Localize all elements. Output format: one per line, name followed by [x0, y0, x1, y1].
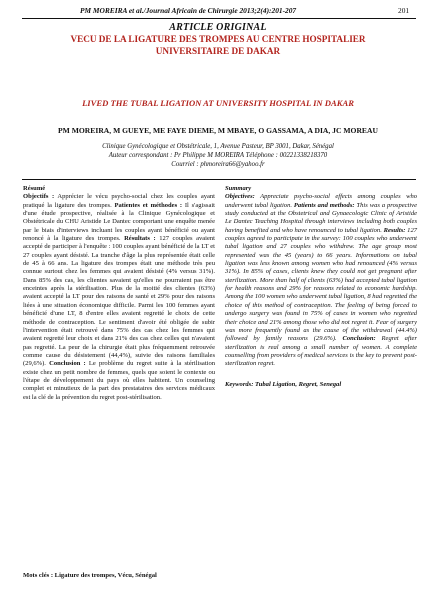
summary-body — [225, 193, 417, 368]
objectifs-text: Apprécier le vécu psycho-social chez les couples ayant pratiqué la ligature des trompes. — [23, 193, 215, 209]
header-divider — [22, 18, 416, 19]
summary-conclusion-text: Regret after sterilization is real among a small number of women. A complete counselling from providers of medical services is the key to prevent post-sterilization regret. — [225, 335, 417, 368]
english-title: LIVED THE TUBAL LIGATION AT UNIVERSITY HOSPITAL IN DAKAR — [82, 98, 354, 108]
methods-text: This was a prospective study conducted at the Obstetrical and Gynaecologic Clinic of Aristide Le Dantec Teaching Hospital through interviews including both couples having benefited and who have renounced to tubal ligation. — [225, 201, 417, 234]
abstract-divider — [22, 179, 416, 180]
english-abstract — [225, 185, 417, 389]
author-list: PM MOREIRA, M GUEYE, ME FAYE DIEME, M MBAYE, O GASSAMA, A DIA, JC MOREAU — [58, 126, 378, 135]
objectifs-label: Objectifs : — [23, 193, 55, 201]
summary-conclusion-label: Conclusion: — [342, 335, 376, 343]
article-type: ARTICLE ORIGINAL — [169, 22, 267, 33]
resultats-label: Résultats : — [124, 235, 156, 243]
methodes-label: Patientes et méthodes : — [114, 201, 183, 209]
french-title: VECU DE LA LIGATURE DES TROMPES AU CENTRE HOSPITALIER UNIVERSITAIRE DE DAKAR — [70, 34, 366, 56]
results-label: Results: — [383, 226, 406, 234]
results-text: 127 couples agreed to participate in the survey: 100 couples who underwent tubal ligation and 27 couples who withdrew. The age group most represented was the 45 (years) to 66 years. Informations on tubal ligation was less known among women who had renounced (4% versus 31%). In 85% of cases, clients knew they could not get pregnant after sterilization. More than half of clients (63%) had accepted tubal ligation for health reasons and 29% for reasons related to economic hardship. Among the 100 women who underwent tubal ligation, 8 had regretted the choice of this method of contraception. The feeling of being forced to undergo surgery was found in 75% of cases in women who regretted their choice and 21% among those who did not regret it. Fear of surgery was more frequently found as the cause of the withdrawal (44.4%) followed by family reasons (29.6%). — [225, 226, 417, 343]
english-keywords: Keywords: Tubal Ligation, Regret, Senegal — [225, 380, 342, 388]
objectives-text: Appreciate psycho-social effects among couples who underwent tubal ligation. — [225, 193, 417, 209]
corresponding-author: Auteur correspondant : Pr Philippe M MOREIRA Téléphone : 00221338218370 — [108, 152, 328, 159]
summary-heading: Summary — [225, 185, 252, 192]
objectives-label: Objectives: — [225, 193, 255, 201]
methods-label: Patients and methods: — [293, 201, 355, 209]
methodes-text: Il s'agissait d'une étude prospective, réalisée à la Clinique Gynécologique et Obstétricale du CHU Aristide Le Dantec comportant une enquête menée par le biais d'interviews incluant les couples ayant bénéficié ou ayant renoncé à la ligature des trompes. — [23, 201, 215, 243]
french-abstract — [23, 185, 215, 402]
french-keywords: Mots clés : Ligature des trompes, Vécu, Sénégal — [23, 572, 157, 579]
resume-body — [23, 193, 215, 402]
resume-heading: Résumé — [23, 185, 46, 192]
running-head: PM MOREIRA et al./Journal Africain de Chirurgie 2013;2(4):201-207 — [80, 6, 297, 15]
conclusion-label: Conclusion : — [49, 360, 86, 368]
resultats-text: 127 couples avaient accepté de participer à l'enquête : 100 couples ayant bénéficié de la LT et 27 couples ayant désisté. La tranche d'âge la plus représentée était celle de 45 à 66 ans. La ligature des trompes était une méthode très peu connue surtout chez les femmes qui avaient désisté (4% versus 31%). Dans 85% des cas, les clientes savaient qu'elles ne pourraient pas être enceintes après la stérilisation. Plus de la moitié des clientes (63%) avaient accepté la LT pour des raisons de santé et 29% pour des raisons liées à une situation économique difficile. Parmi les 100 femmes ayant bénéficié d'une LT, 8 d'entre elles avaient regretté le choix de cette méthode de contraception. Le sentiment d'avoir été obligée de subir l'intervention était retrouvé dans 75% des cas chez les femmes qui avaient regretté leur choix et dans 21% des cas chez celles qui n'avaient pas regretté. La peur de la chirurgie était plus fréquemment retrouvée comme cause du désistement (44,4%), suivie des raisons familiales (29,6%). — [23, 235, 216, 368]
author-email: Courriel : phmoreira66@yahoo.fr — [171, 161, 265, 168]
conclusion-text: Le problème du regret suite à la stérilisation existe chez un petit nombre de femmes, quels que soient le contexte ou l'étape de développement du pays où elles habitent. Un counseling complet et minutieux de la part des prestataires des services médicaux est la clé de la prévention du regret post-stérilisation. — [23, 360, 216, 401]
page-number: 201 — [398, 6, 410, 15]
affiliation: Clinique Gynécologique et Obstétricale, 1, Avenue Pasteur, BP 3001, Dakar, Sénégal — [102, 143, 334, 150]
